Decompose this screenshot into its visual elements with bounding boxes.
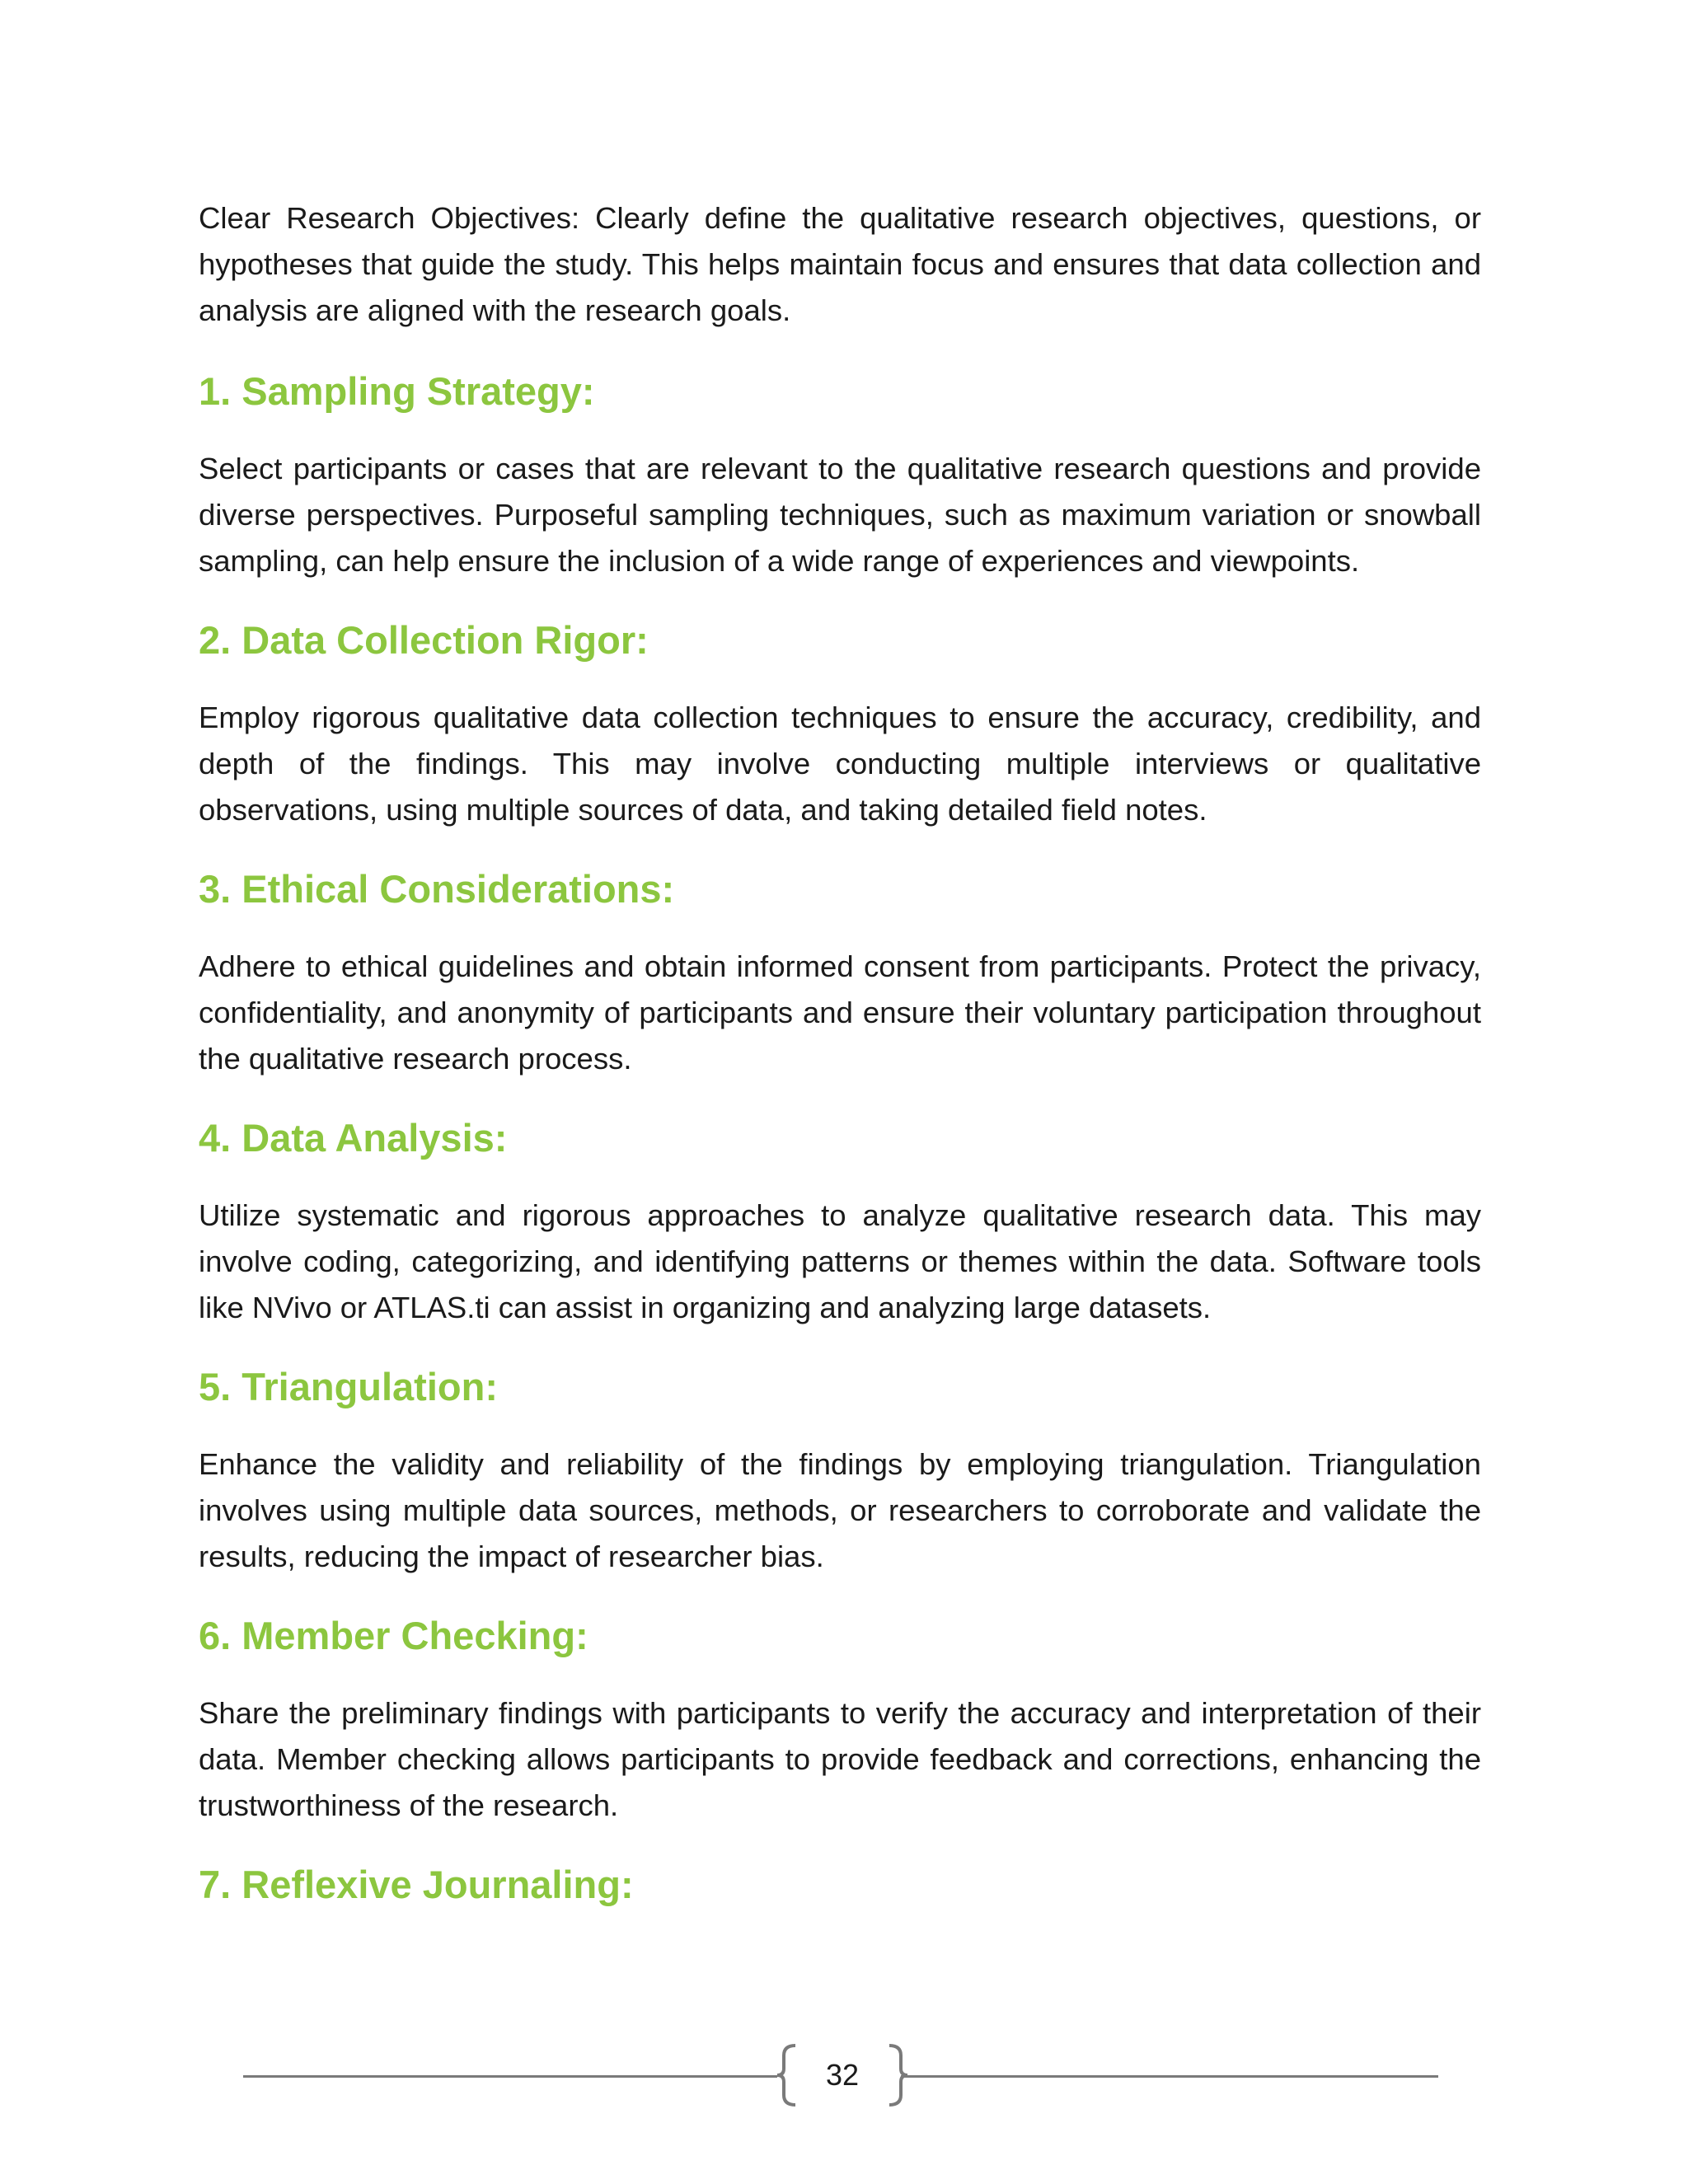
page-number: 32 — [825, 2058, 860, 2092]
footer-rule-left — [243, 2075, 777, 2078]
heading-data-collection-rigor: 2. Data Collection Rigor: — [199, 618, 649, 662]
heading-sampling-strategy: 1. Sampling Strategy: — [199, 369, 595, 413]
heading-ethical-considerations: 3. Ethical Considerations: — [199, 867, 675, 911]
body-ethical-considerations: Adhere to ethical guidelines and obtain informed consent from participants. Protect the privacy, confidentiality, and anonymity of participants and ensure their voluntary participation throughout the qualitative research process. — [199, 949, 1481, 1076]
footer-rule-right — [901, 2075, 1438, 2078]
body-data-collection-rigor: Employ rigorous qualitative data collection techniques to ensure the accuracy, credibility, and depth of the findings. This may involve conducting multiple interviews or qualitative observations, using multiple sources of data, and taking detailed field notes. — [199, 701, 1481, 827]
body-data-analysis: Utilize systematic and rigorous approaches to analyze qualitative research data. This may involve coding, categorizing, and identifying patterns or themes within the data. Software tools like NVivo or ATLAS.ti can assist in organizing and analyzing large datasets. — [199, 1198, 1481, 1324]
body-sampling-strategy: Select participants or cases that are relevant to the qualitative research questions and provide diverse perspectives. Purposeful sampling techniques, such as maximum variation or snowball sampling, can help ensure the inclusion of a wide range of experiences and viewpoints. — [199, 452, 1481, 578]
body-triangulation: Enhance the validity and reliability of the findings by employing triangulation. Triangulation involves using multiple data sources, methods, or researchers to corroborate and validate the results, reducing the impact of researcher bias. — [199, 1447, 1481, 1573]
body-member-checking: Share the preliminary findings with participants to verify the accuracy and interpretation of their data. Member checking allows participants to provide feedback and corrections, enhancing the trustworthiness of the research. — [199, 1696, 1481, 1822]
heading-triangulation: 5. Triangulation: — [199, 1365, 498, 1408]
heading-member-checking: 6. Member Checking: — [199, 1614, 588, 1657]
heading-reflexive-journaling: 7. Reflexive Journaling: — [199, 1863, 634, 1906]
heading-data-analysis: 4. Data Analysis: — [199, 1116, 508, 1160]
left-brace-icon — [774, 2042, 799, 2108]
intro-paragraph: Clear Research Objectives: Clearly define the qualitative research objectives, questions, or hypotheses that guide the study. This helps maintain focus and ensures that data collection and analysis are aligned with the research goals. — [199, 201, 1481, 327]
page-footer — [243, 2042, 1438, 2108]
page-content — [199, 195, 1481, 1910]
